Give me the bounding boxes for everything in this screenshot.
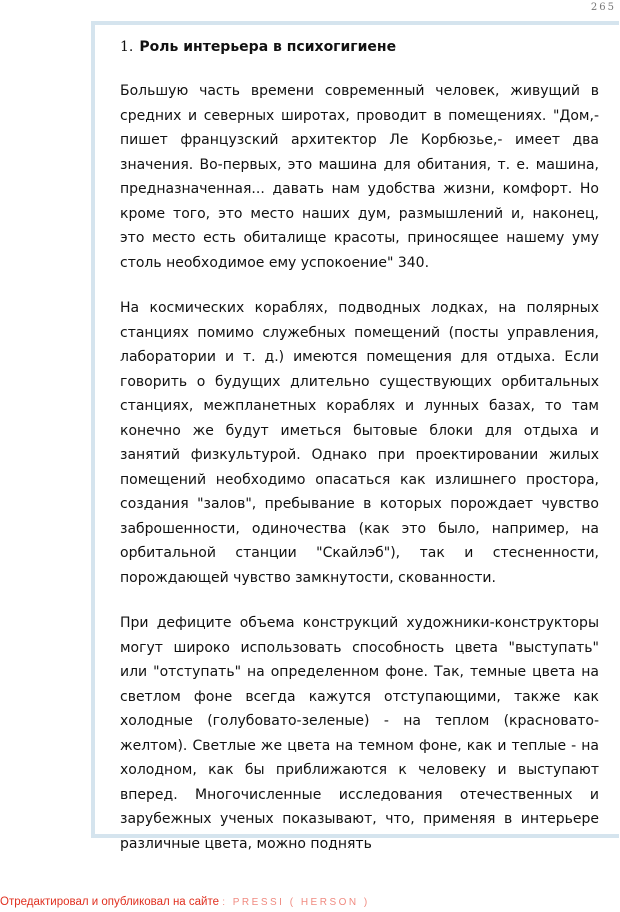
document-body bbox=[120, 37, 599, 877]
footer-text: Отредактировал и опубликовал на сайте bbox=[0, 896, 219, 908]
paragraph-1: Большую часть времени современный человек, живущий в средних и северных широтах, проводит в помещениях. "Дом,- пишет французский архитектор Ле Корбюзье,- имеет два значения. Во-первых, это машина для обитания, т. е. машина, предназначенная... давать нам удобства жизни, комфорт. Но кроме того, это место наших дум, размышлений и, наконец, это место есть обиталище красоты, приносящее нашему уму столь необходимое ему успокоение" 340. bbox=[120, 83, 599, 271]
page-number: 265 bbox=[590, 2, 616, 13]
footer-credit bbox=[0, 896, 370, 908]
paragraph-3: При дефиците объема конструкций художники-конструкторы могут широко использовать способность цвета "выступать" или "отступать" на определенном фоне. Так, темные цвета на светлом фоне всегда кажутся отступающими, также как холодные (голубовато-зеленые) - на теплом (красновато-желтом). Светлые же цвета на темном фоне, как и теплые - на холодном, как бы приближаются к человеку и выступают вперед. Многочисленные исследования отечественных и зарубежных ученых показывают, что, применяя в интерьере различные цвета, можно поднять bbox=[120, 615, 599, 852]
paragraph-2: На космических кораблях, подводных лодках, на полярных станциях помимо служебных помещений (посты управления, лаборатории и т. д.) имеются помещения для отдыха. Если говорить о будущих длительно существующих орбитальных станциях, межпланетных кораблях и лунных базах, то там конечно же будут иметься бытовые блоки для отдыха и занятий физкультурой. Однако при проектировании жилых помещений необходимо опасаться как излишнего простора, создания "залов", пребывание в которых порождает чувство заброшенности, одиночества (как это было, например, на орбитальной станции "Скайлэб"), так и стесненности, порождающей чувство замкнутости, скованности. bbox=[120, 300, 599, 586]
section-title: Роль интерьера в психогигиене bbox=[139, 39, 397, 55]
section-number: 1. bbox=[120, 39, 134, 55]
section-heading bbox=[120, 37, 599, 57]
footer-site-link[interactable]: : PRESSI ( HERSON ) bbox=[222, 897, 370, 908]
